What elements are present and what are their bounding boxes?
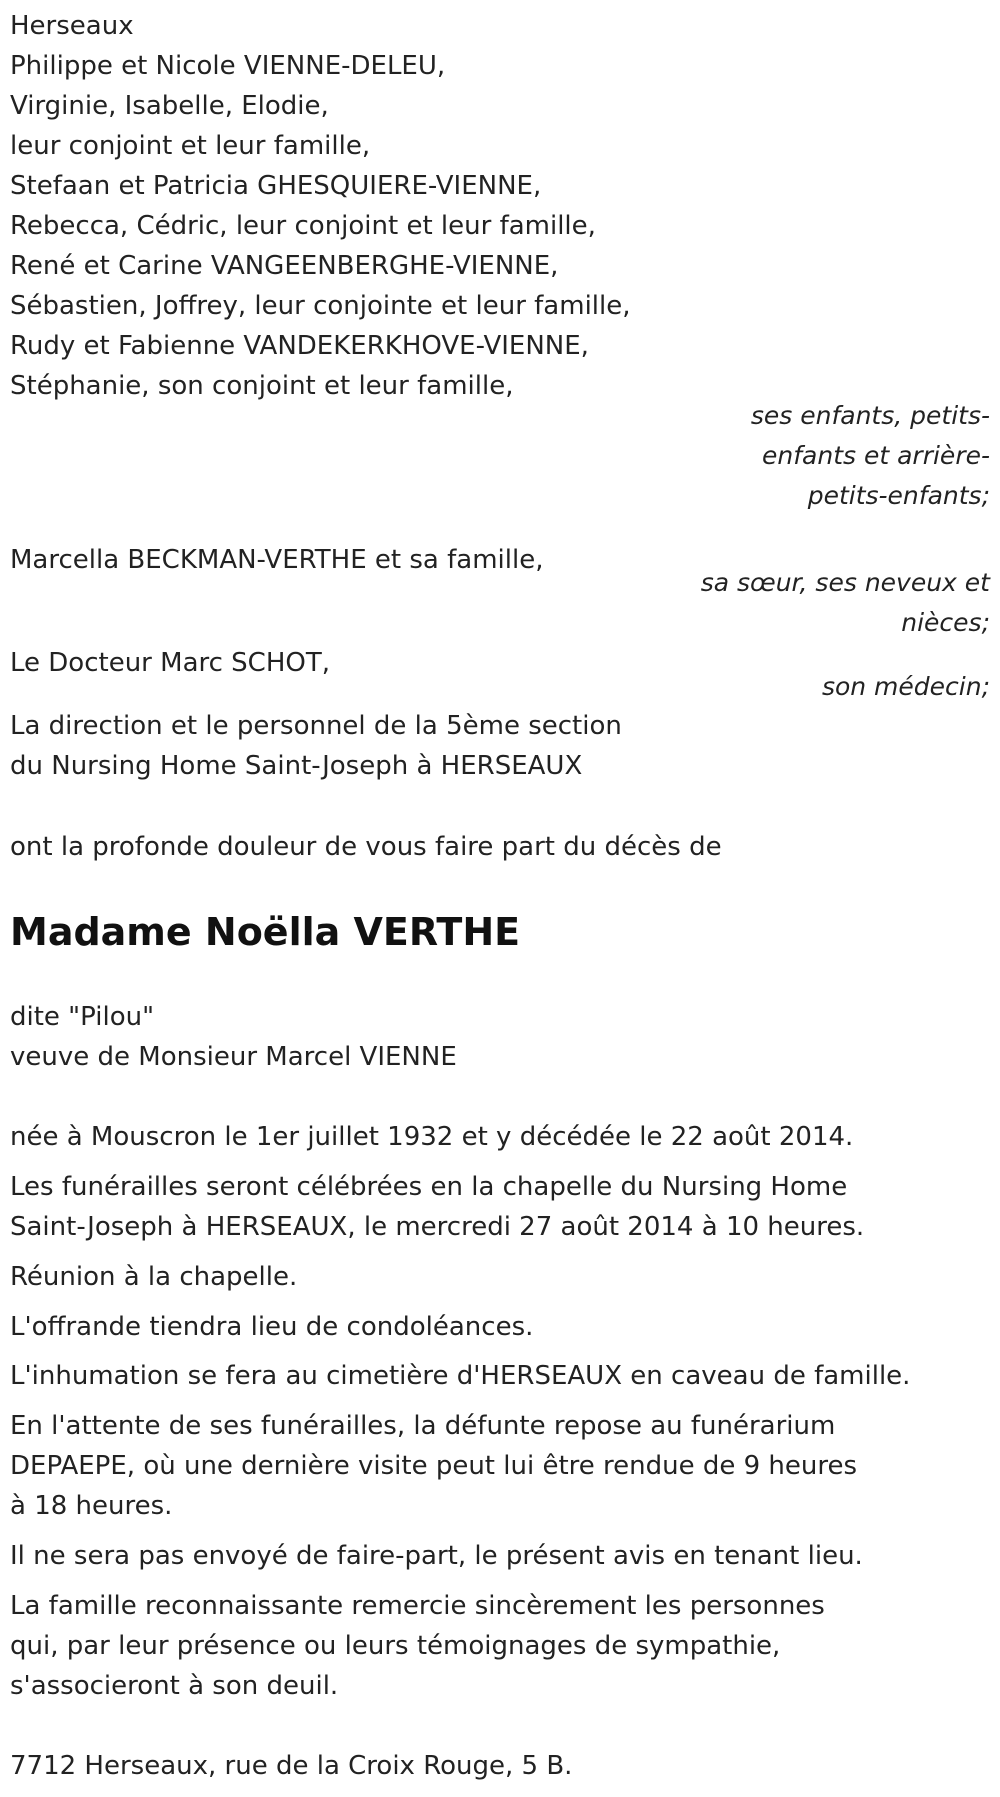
- family-line: Rebecca, Cédric, leur conjoint et leur famille,: [10, 211, 596, 241]
- nickname-line: dite "Pilou": [10, 1002, 155, 1032]
- family-line: Virginie, Isabelle, Elodie,: [10, 91, 329, 121]
- visitation-paragraph: En l'attente de ses funérailles, la défunte repose au funérarium DEPAEPE, où une dernière visite peut lui être rendue de 9 heures à 18 heures.: [10, 1411, 858, 1521]
- address-line: 7712 Herseaux, rue de la Croix Rouge, 5 B.: [10, 1751, 573, 1781]
- burial-line: L'inhumation se fera au cimetière d'HERSEAUX en caveau de famille.: [10, 1361, 911, 1391]
- widow-line: veuve de Monsieur Marcel VIENNE: [10, 1042, 457, 1072]
- family-line: Philippe et Nicole VIENNE-DELEU,: [10, 51, 446, 81]
- doctor-line: Le Docteur Marc SCHOT,: [10, 648, 330, 678]
- relation-sister: sa sœur, ses neveux et nièces;: [700, 568, 990, 637]
- sister-line: Marcella BECKMAN-VERTHE et sa famille,: [10, 545, 544, 575]
- staff-line: du Nursing Home Saint-Joseph à HERSEAUX: [10, 751, 583, 781]
- no-notice-line: Il ne sera pas envoyé de faire-part, le présent avis en tenant lieu.: [10, 1541, 863, 1571]
- relation-doctor: son médecin;: [821, 672, 990, 701]
- family-list: [10, 46, 870, 406]
- offering-line: L'offrande tiendra lieu de condoléances.: [10, 1312, 534, 1342]
- family-line: René et Carine VANGEENBERGHE-VIENNE,: [10, 251, 559, 281]
- family-line: Rudy et Fabienne VANDEKERKHOVE-VIENNE,: [10, 331, 589, 361]
- birth-death-line: née à Mouscron le 1er juillet 1932 et y décédée le 22 août 2014.: [10, 1122, 854, 1152]
- staff-block: [10, 706, 870, 786]
- family-line: Sébastien, Joffrey, leur conjointe et leur famille,: [10, 291, 631, 321]
- meeting-line: Réunion à la chapelle.: [10, 1262, 298, 1292]
- funeral-paragraph: Les funérailles seront célébrées en la chapelle du Nursing Home Saint-Joseph à HERSEAUX, le mercredi 27 août 2014 à 10 heures.: [10, 1172, 865, 1242]
- family-line: leur conjoint et leur famille,: [10, 131, 371, 161]
- family-line: Stéphanie, son conjoint et leur famille,: [10, 371, 514, 401]
- thanks-paragraph: La famille reconnaissante remercie sincèrement les personnes qui, par leur présence ou leurs témoignages de sympathie, s'associeront à son deuil.: [10, 1591, 825, 1701]
- announcement-line: ont la profonde douleur de vous faire part du décès de: [10, 832, 722, 862]
- staff-line: La direction et le personnel de la 5ème section: [10, 711, 622, 741]
- relation-children: ses enfants, petits-enfants et arrière-petits-enfants;: [750, 401, 990, 510]
- place-heading: Herseaux: [10, 11, 134, 41]
- deceased-name: Madame Noëlla VERTHE: [10, 910, 521, 954]
- family-line: Stefaan et Patricia GHESQUIERE-VIENNE,: [10, 171, 542, 201]
